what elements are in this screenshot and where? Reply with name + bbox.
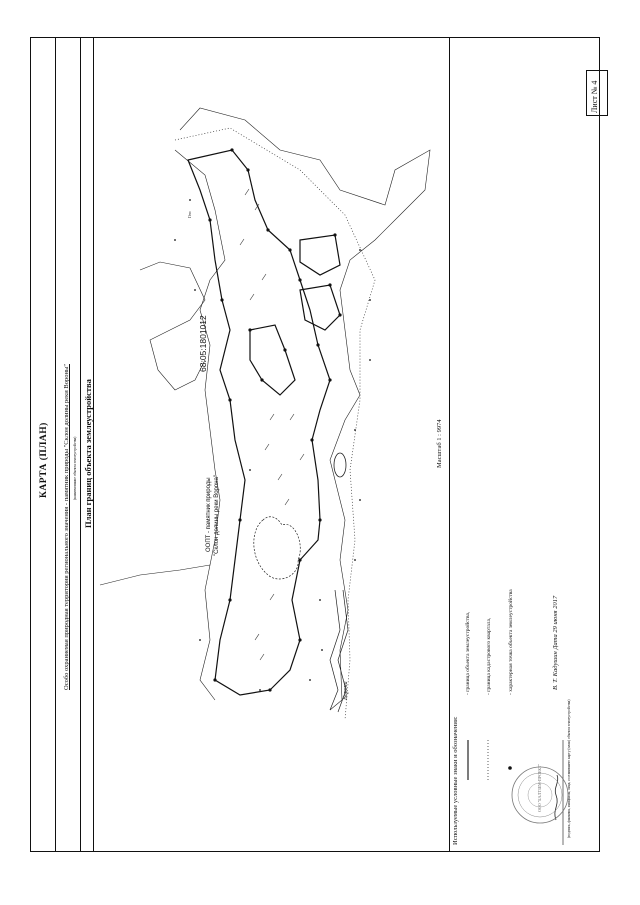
signature-text: В. Т. Кадушин Дата 29 июня 2017 [552,595,559,690]
object-caption: (наименование объекта землеустройства) [73,436,77,500]
map-title: КАРТА (ПЛАН) [39,422,49,498]
legend-item-cadastral: - граница кадастрового квартала, [486,617,492,695]
legend-item-boundary: - граница объекта землеустройства, [465,611,471,695]
pond-label: Гео [187,211,192,218]
object-name: Особо охраняемая природная территория регионального значения - памятник природы "Склон долины реки Вороны" [63,364,70,690]
oopt-label-line2: "Склон долины реки Ворона" [214,474,220,556]
oopt-label-line1: ООПТ - памятник природы [206,477,212,552]
sheet-number: Лист № 4 [590,80,599,113]
cadastral-number: 68:05:1801012 [198,315,208,372]
signature-caption: (подпись, фамилия, инициалы, лица, составившего карту (план) объекта землеустройства) [567,699,571,838]
stamp-text: ООО "БАЛТЗЕМ-ПРОЕКТ" [537,763,542,812]
legend-item-point: - характерная точка объекта землеустройства [508,589,514,695]
river-label: Ворона [343,681,349,700]
section-title: План границ объекта землеустройства [83,379,93,528]
legend-title: Используемые условные знаки и обозначения: [452,716,459,845]
scale-label: Масштаб 1 : 9974 [436,419,443,468]
